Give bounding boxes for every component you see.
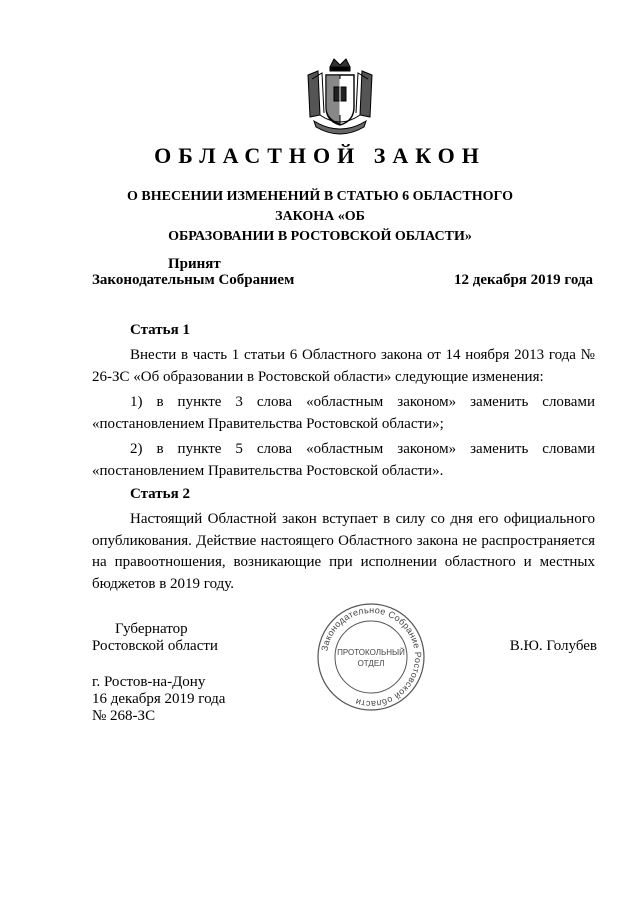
signing-date: 16 декабря 2019 года <box>92 691 226 707</box>
law-number: № 268-ЗС <box>92 708 156 724</box>
stamp-inner-line-2: ОТДЕЛ <box>357 659 385 668</box>
article-2-body <box>92 509 595 595</box>
signer-position-line-1: Губернатор <box>115 621 188 637</box>
document-title: ОБЛАСТНОЙ ЗАКОН <box>154 143 486 168</box>
document-subtitle <box>100 187 540 247</box>
article-1-item-2: 2) в пункте 5 слова «областным законом» заменить словами «постановлением Правительства Ростовской области». <box>92 441 595 479</box>
stamp-inner-line-1: ПРОТОКОЛЬНЫЙ <box>337 648 405 657</box>
coat-of-arms-icon <box>300 55 380 140</box>
article-1-body <box>92 345 595 482</box>
adopted-label: Принят <box>168 256 221 272</box>
protocol-department-stamp <box>316 602 426 712</box>
article-2-heading: Статья 2 <box>130 486 190 502</box>
article-1-intro: Внести в часть 1 статьи 6 Областного закона от 14 ноября 2013 года № 26-ЗС «Об образовании в Ростовской области» следующие изменения: <box>92 347 595 385</box>
article-1-item-1: 1) в пункте 3 слова «областным законом» заменить словами «постановлением Правительства Ростовской области»; <box>92 394 595 432</box>
subtitle-line-1: О ВНЕСЕНИИ ИЗМЕНЕНИЙ В СТАТЬЮ 6 ОБЛАСТНОГО ЗАКОНА «ОБ <box>127 189 513 224</box>
article-2-text: Настоящий Областной закон вступает в силу со дня его официального опубликования. Действие настоящего Областного закона не распространяется на правоотношения, возникающие при исполнении областного и местных бюджетов в 2019 году. <box>92 511 595 592</box>
adopted-by: Законодательным Собранием <box>92 272 295 288</box>
signer-position-line-2: Ростовской области <box>92 638 218 654</box>
adoption-date: 12 декабря 2019 года <box>454 272 593 288</box>
signer-name: В.Ю. Голубев <box>509 638 597 654</box>
stamp-ring-text: Законодательное Собрание Ростовской области <box>319 604 424 710</box>
signing-place: г. Ростов-на-Дону <box>92 674 206 690</box>
subtitle-line-2: ОБРАЗОВАНИИ В РОСТОВСКОЙ ОБЛАСТИ» <box>168 229 472 244</box>
article-1-heading: Статья 1 <box>130 322 190 338</box>
